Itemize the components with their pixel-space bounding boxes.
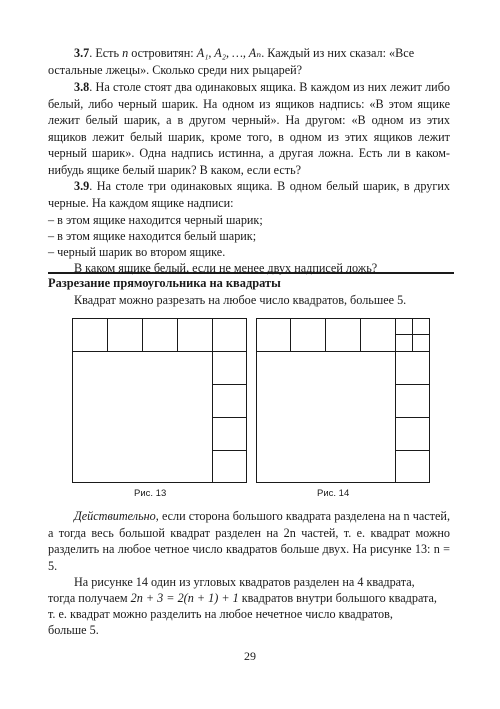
problem-3-9 — [48, 178, 450, 211]
paragraph-even — [48, 508, 450, 574]
figure-14 — [256, 318, 430, 483]
problem-text: . На столе три одинаковых ящика. В одном белый шарик, в других черные. На каждом ящике надписи: — [48, 179, 450, 210]
section-intro: Квадрат можно разрезать на любое число квадратов, большее 5. — [74, 293, 407, 307]
problem-number: 3.7 — [74, 46, 90, 60]
problem-text: . На столе стоят два одинаковых ящика. В каждом из них лежит либо белый, либо черный шарик. На одном из ящиков надпись: «В этом ящике лежит белый шарик, а в другом черный». На другом: «В одном из этих ящиков лежит белый шарик, кроме того, в одном из этих ящиков лежит черный шарик». Одна надпись истинна, а другая ложна. Есть ли в каком-нибудь ящике белый шарик? В каком, если есть? — [48, 80, 450, 177]
problem-question: В каком ящике белый, если не менее двух надписей ложь? — [74, 261, 378, 275]
problem-3-7 — [48, 45, 450, 78]
figure-13 — [72, 318, 247, 483]
problem-text: остальные лжецы». Сколько среди них рыцарей? — [48, 62, 303, 77]
paragraph-text: , если сторона большого квадрата разделена на n частей, а тогда весь большой квадрат разделен на 2n частей, т. е. квадрат можно разделить на любое четное число квадратов больше двух. На рисунке 13: n = 5. — [48, 509, 450, 573]
list-item: – в этом ящике находится белый шарик; — [48, 229, 257, 243]
paragraph-odd-line-1: На рисунке 14 один из угловых квадратов разделен на 4 квадрата, — [74, 575, 415, 589]
problem-number: 3.9 — [74, 179, 90, 193]
variable-n: n — [122, 46, 129, 60]
section-rule — [48, 272, 454, 274]
problem-3-8 — [48, 79, 450, 178]
problem-text: . Каждый из них сказал: «Все — [261, 46, 415, 60]
paragraph-odd-line-2 — [48, 590, 437, 607]
islanders-list: A₁, A₂, …, Aₙ — [196, 46, 262, 60]
paragraph-lead: Действительно — [74, 509, 156, 523]
figure-13-caption: Рис. 13 — [134, 488, 167, 499]
problem-text: . Есть — [89, 46, 123, 60]
figure-14-caption: Рис. 14 — [317, 488, 350, 499]
formula: 2n + 3 = 2(n + 1) + 1 — [130, 591, 239, 605]
list-item: – в этом ящике находится черный шарик; — [48, 213, 263, 227]
section-title: Разрезание прямоугольника на квадраты — [48, 276, 281, 290]
list-item: – черный шарик во втором ящике. — [48, 245, 226, 259]
paragraph-odd-line-4: больше 5. — [48, 623, 99, 637]
page-number: 29 — [244, 649, 256, 663]
problem-text: островитян: — [128, 46, 197, 60]
paragraph-odd-line-3: т. е. квадрат можно разделить на любое нечетное число квадратов, — [48, 607, 393, 621]
paragraph-text: квадратов внутри большого квадрата, — [238, 591, 437, 605]
problem-number: 3.8 — [74, 80, 90, 94]
paragraph-text: тогда получаем — [48, 591, 131, 605]
